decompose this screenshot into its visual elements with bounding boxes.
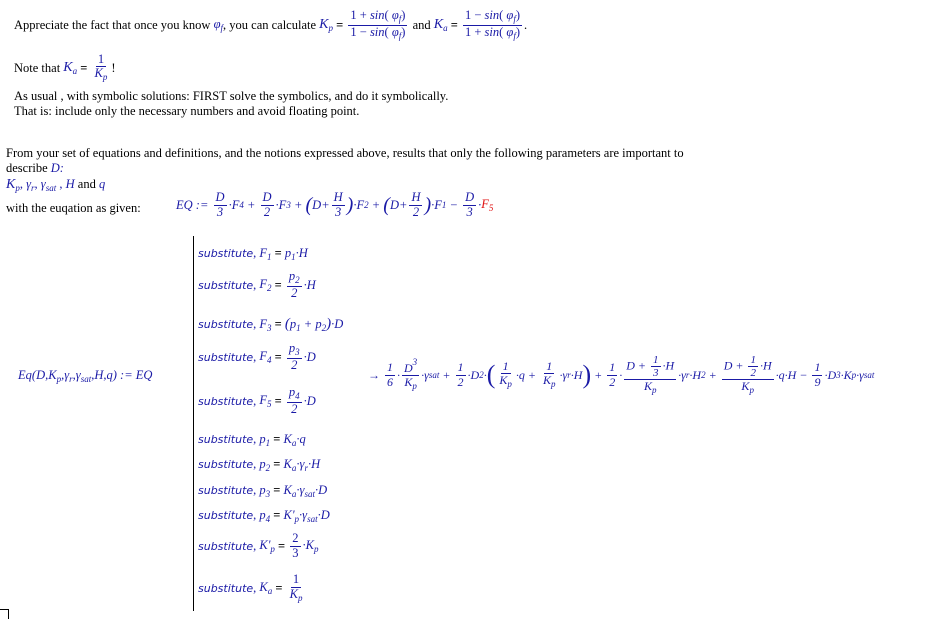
note-line: Note that $K_a$ = $\frac{1}{K_p}$ ! — [14, 51, 116, 83]
param-list: $K_p$, $\gamma_r$, $\gamma_{sat}$ , H and q — [6, 177, 106, 193]
describe-line — [6, 161, 64, 176]
ka-numerator: 1 − sin( $\varphi_f$) — [464, 7, 521, 24]
note-fraction — [93, 53, 110, 84]
eq-definition: EQ := $\frac{D}{3}$ ·F 4 + $\frac{D}{2}$ ·F 3 + ( D + $\frac{H}{3}$ ) ·F 2 + ( D + $\frac{H}{2}$ ) ·F 1 − $\frac{D}{3}$ · $F_5$ — [176, 189, 494, 219]
sub-f1: substitute, $F_1 = p_1\cdot H$ — [198, 246, 308, 262]
that-is-text: That is: include only the necessary numbers and avoid floating point. — [14, 104, 360, 118]
sub-p3: substitute, $p_3 = K_a\cdot\gamma_{sat}\cdot D$ — [198, 483, 328, 499]
substitution-bar — [193, 236, 194, 611]
sub-f5: substitute , $F_5$ = $\frac{p_4}{2}$ ·D — [198, 385, 316, 416]
and-text: and — [412, 17, 431, 32]
kp-symbol: $K_p$ — [319, 17, 333, 33]
phi-f-symbol: $\varphi_f$ — [213, 17, 224, 33]
ka-symbol: $K_a$ — [63, 60, 78, 76]
d-symbol: D: — [50, 161, 64, 175]
sub-p2: substitute, $p_2 = K_a\cdot\gamma_r\cdot H$ — [198, 457, 321, 473]
describe-text: describe — [6, 161, 48, 175]
sub-kp-prime: substitute , $K'_p$ = $\frac{2}{3}$ $\cdot K_p$ — [198, 531, 319, 560]
symbolic-result: → $\frac{1}{6}$ · $\frac{D^3}{K_p}$ ·γ sat + $\frac{1}{2}$ ·D 2 · ( $\frac{1}{K_p}$ ·q + $\frac{1}{K_p}$ ·γ r ·H ) + $\frac{1}{2}$ · D + $\frac{1}{3}$ ·H $K_p$ ·γ r ·H 2 + D + $\frac{1}{2}$ ·H $K_p$ ·q·H − $\frac{1}{9}$ ·D 3 ·K p ·γ sat — [368, 353, 875, 396]
sub-f2: substitute , $F_2$ = $\frac{p_2}{2}$ ·H — [198, 269, 316, 300]
from-text: From your set of equations and definitions, and the notions expressed above, results that only the following parameters are important to — [6, 146, 684, 160]
intro-line-1: Appreciate the fact that once you know $\varphi_f$ , you can calculate $K_p$ = $\frac{1 + \sin( \varphi_f)}{1 - \sin( \varphi_f)}$ and $K_a$ = $\frac{1 - \sin( \varphi_f)}{1 + \sin( \varphi_f)}$ . — [14, 7, 528, 41]
kp-fraction — [348, 9, 407, 42]
intro-text: Appreciate the fact that once you know — [14, 17, 211, 32]
intro-mid-text: , you can calculate — [223, 17, 317, 32]
with-eq-text: with the euqation as given: — [6, 201, 141, 215]
sub-f4: substitute , $F_4$ = $\frac{p_3}{2}$ ·D — [198, 341, 316, 372]
kp-numerator: 1 + sin( $\varphi_f$) — [350, 7, 406, 24]
kp-denominator: 1 − sin( $\varphi_f$) — [350, 24, 406, 41]
note-denominator: $K_p$ — [94, 66, 108, 83]
sub-f3: substitute, $F_3 = (p_1 + p_2)\cdot D$ — [198, 316, 344, 333]
sub-ka: substitute , $K_a$ = $\frac{1}{K_p}$ — [198, 572, 303, 603]
ka-denominator: 1 + sin( $\varphi_f$) — [464, 24, 521, 41]
note-numerator: 1 — [97, 51, 105, 66]
eq-function-lhs: $Eq(D,K_p,\gamma_r,\gamma_{sat},H,q)$ := EQ — [18, 368, 153, 384]
usual-text: As usual , with symbolic solutions: FIRST solve the symbolics, and do it symbolically. — [14, 89, 449, 103]
and-text: and — [77, 177, 96, 191]
ka-fraction — [463, 9, 522, 42]
note-text: Note that — [14, 60, 61, 75]
note-exclaim: ! — [111, 60, 116, 75]
sub-p1: substitute, $p_1 = K_a\cdot q$ — [198, 432, 306, 448]
sub-p4: substitute, $p_4 = K'_p\cdot\gamma_{sat}\cdot D$ — [198, 508, 330, 524]
ka-symbol: $K_a$ — [433, 17, 448, 33]
